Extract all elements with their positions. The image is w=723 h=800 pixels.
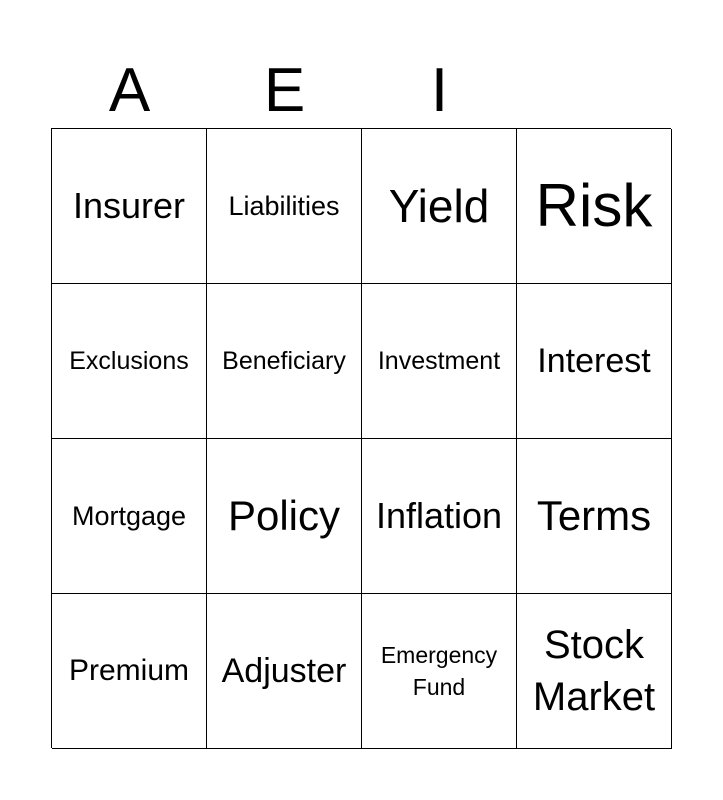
cell-label: Terms	[536, 492, 652, 539]
bingo-cell[interactable]	[52, 594, 207, 749]
cell-label: Risk	[535, 172, 653, 239]
bingo-cell[interactable]	[517, 284, 672, 439]
bingo-card-grid	[51, 128, 671, 748]
bingo-cell[interactable]	[52, 129, 207, 284]
bingo-cell[interactable]	[517, 439, 672, 594]
cell-label: Inflation	[375, 495, 503, 536]
cell-label: Stock Market	[532, 623, 656, 719]
bingo-cell[interactable]	[362, 284, 517, 439]
cell-label: Mortgage	[71, 501, 187, 531]
cell-label: Emergency Fund	[380, 642, 498, 700]
header-letter-1: A	[108, 56, 151, 125]
cell-label: Exclusions	[69, 347, 189, 375]
cell-label: Insurer	[72, 185, 186, 226]
cell-label: Yield	[388, 180, 490, 232]
cell-label: Interest	[537, 342, 651, 380]
bingo-cell[interactable]	[207, 439, 362, 594]
bingo-header	[52, 55, 672, 127]
cell-label: Beneficiary	[222, 347, 346, 375]
bingo-cell[interactable]	[362, 439, 517, 594]
bingo-cell[interactable]	[517, 129, 672, 284]
cell-label: Premium	[68, 654, 189, 687]
bingo-cell[interactable]	[207, 129, 362, 284]
header-letter-4	[517, 55, 672, 127]
cell-label: Investment	[377, 347, 501, 375]
bingo-cell[interactable]	[207, 594, 362, 749]
cell-label: Policy	[227, 492, 341, 539]
cell-label: Adjuster	[221, 652, 347, 690]
cell-label: Liabilities	[228, 191, 340, 221]
bingo-cell[interactable]	[52, 439, 207, 594]
bingo-cell[interactable]	[362, 129, 517, 284]
bingo-cell[interactable]	[362, 594, 517, 749]
header-letter-2: E	[263, 56, 306, 125]
bingo-cell[interactable]	[517, 594, 672, 749]
header-letter-3: I	[430, 56, 449, 125]
bingo-cell[interactable]	[52, 284, 207, 439]
bingo-cell[interactable]	[207, 284, 362, 439]
